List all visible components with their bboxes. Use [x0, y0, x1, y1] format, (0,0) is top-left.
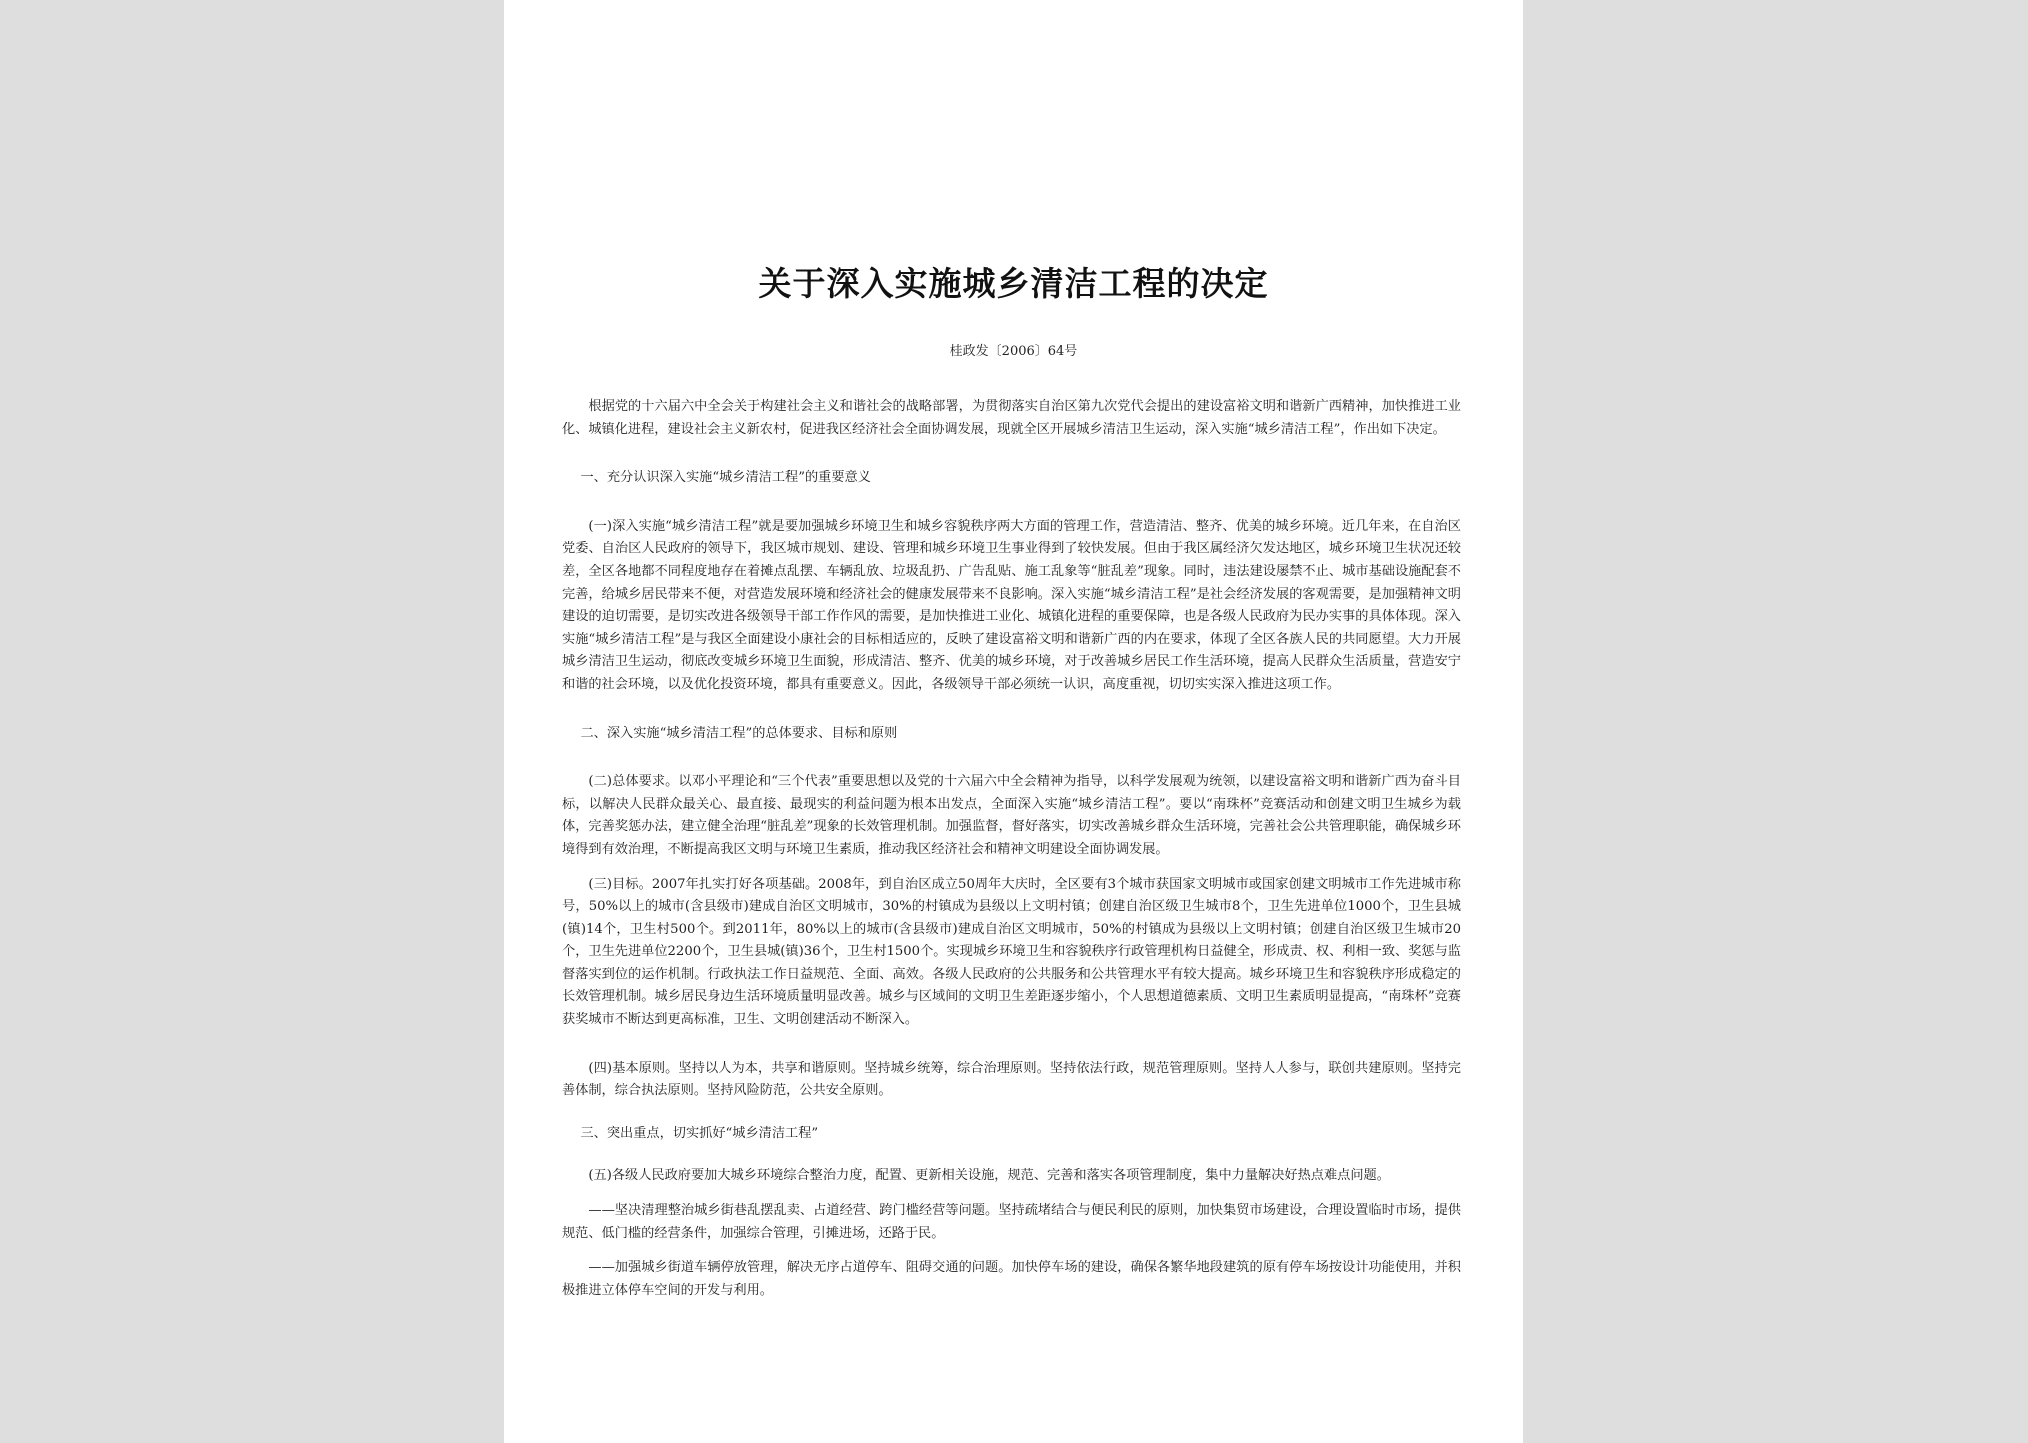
paragraph-5: (五)各级人民政府要加大城乡环境综合整治力度，配置、更新相关设施，规范、完善和落实各项管理制度，集中力量解决好热点难点问题。 [588, 1168, 1390, 1184]
paragraph-1: (一)深入实施“城乡清洁工程”就是要加强城乡环境卫生和城乡容貌秩序两大方面的管理工作，营造清洁、整齐、优美的城乡环境。近几年来，在自治区党委、自治区人民政府的领导下，我区城市规划、建设、管理和城乡环境卫生事业得到了较快发展。但由于我区属经济欠发达地区，城乡环境卫生状况还较差，全区各地都不同程度地存在着摊点乱摆、车辆乱放、垃圾乱扔、广告乱贴、施工乱象等“脏乱差”现象。同时，违法建设屡禁不止、城市基础设施配套不完善，给城乡居民带来不便，对营造发展环境和经济社会的健康发展带来不良影响。深入实施“城乡清洁工程”是社会经济发展的客观需要，是加强精神文明建设的迫切需要，是切实改进各级领导干部工作作风的需要，是加快推进工业化、城镇化进程的重要保障，也是各级人民政府为民办实事的具体体现。深入实施“城乡清洁工程”是与我区全面建设小康社会的目标相适应的，反映了建设富裕文明和谐新广西的内在要求，体现了全区各族人民的共同愿望。大力开展城乡清洁卫生运动，彻底改变城乡环境卫生面貌，形成清洁、整齐、优美的城乡环境，对于改善城乡居民工作生活环境，提高人民群众生活质量，营造安宁和谐的社会环境，以及优化投资环境，都具有重要意义。因此，各级领导干部必须统一认识，高度重视，切切实实深入推进这项工作。 [562, 518, 1461, 692]
section-heading-1: 一、充分认识深入实施“城乡清洁工程”的重要意义 [580, 470, 871, 486]
document-number: 桂政发〔2006〕64号 [949, 344, 1078, 359]
document-page [504, 0, 1523, 1443]
document-title: 关于深入实施城乡清洁工程的决定 [758, 264, 1269, 303]
paragraph-7: ——加强城乡街道车辆停放管理，解决无序占道停车、阻碍交通的问题。加快停车场的建设，确保各繁华地段建筑的原有停车场按设计功能使用，并积极推进立体停车空间的开发与利用。 [562, 1260, 1461, 1298]
paragraph-4: (四)基本原则。坚持以人为本，共享和谐原则。坚持城乡统筹，综合治理原则。坚持依法行政，规范管理原则。坚持人人参与，联创共建原则。坚持完善体制，综合执法原则。坚持风险防范，公共安全原则。 [562, 1060, 1461, 1099]
document-body [562, 396, 1461, 1302]
section-heading-3: 三、突出重点，切实抓好“城乡清洁工程” [580, 1125, 819, 1141]
paragraph-6: ——坚决清理整治城乡街巷乱摆乱卖、占道经营、跨门槛经营等问题。坚持疏堵结合与便民利民的原则，加快集贸市场建设，合理设置临时市场，提供规范、低门槛的经营条件，加强综合管理，引摊进场，还路于民。 [562, 1203, 1461, 1241]
paragraph-3: (三)目标。2007年扎实打好各项基础。2008年，到自治区成立50周年大庆时，全区要有3个城市获国家文明城市或国家创建文明城市工作先进城市称号，50%以上的城市(含县级市)建成自治区文明城市，30%的村镇成为县级以上文明村镇；创建自治区级卫生城市8个，卫生先进单位1000个，卫生县城(镇)14个，卫生村500个。到2011年，80%以上的城市(含县级市)建成自治区文明城市，50%的村镇成为县级以上文明村镇；创建自治区级卫生城市20个，卫生先进单位2200个，卫生县城(镇)36个，卫生村1500个。实现城乡环境卫生和容貌秩序行政管理机构日益健全，形成责、权、利相一致、奖惩与监督落实到位的运作机制。行政执法工作日益规范、全面、高效。各级人民政府的公共服务和公共管理水平有较大提高。城乡环境卫生和容貌秩序形成稳定的长效管理机制。城乡居民身边生活环境质量明显改善。城乡与区域间的文明卫生差距逐步缩小，个人思想道德素质、文明卫生素质明显提高，“南珠杯”竞赛获奖城市不断达到更高标准，卫生、文明创建活动不断深入。 [562, 876, 1461, 1028]
section-heading-2: 二、深入实施“城乡清洁工程”的总体要求、目标和原则 [580, 725, 898, 741]
intro-paragraph: 根据党的十六届六中全会关于构建社会主义和谐社会的战略部署，为贯彻落实自治区第九次党代会提出的建设富裕文明和谐新广西精神，加快推进工业化、城镇化进程，建设社会主义新农村，促进我区经济社会全面协调发展，现就全区开展城乡清洁卫生运动，深入实施“城乡清洁工程”，作出如下决定。 [562, 399, 1461, 437]
paragraph-2: (二)总体要求。以邓小平理论和“三个代表”重要思想以及党的十六届六中全会精神为指导，以科学发展观为统领，以建设富裕文明和谐新广西为奋斗目标，以解决人民群众最关心、最直接、最现实的利益问题为根本出发点，全面深入实施“城乡清洁工程”。要以“南珠杯”竞赛活动和创建文明卫生城乡为载体，完善奖惩办法，建立健全治理“脏乱差”现象的长效管理机制。加强监督，督好落实，切实改善城乡群众生活环境，完善社会公共管理职能，确保城乡环境得到有效治理，不断提高我区文明与环境卫生素质，推动我区经济社会和精神文明建设全面协调发展。 [562, 774, 1461, 857]
